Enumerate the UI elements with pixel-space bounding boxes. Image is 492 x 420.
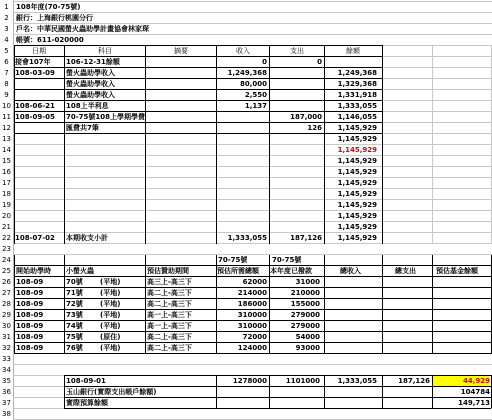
bank-name[interactable]: 銀行：上海銀行桃園分行 — [16, 14, 93, 22]
totals-row-line — [64, 397, 491, 398]
ledger-income[interactable]: 80,000 — [239, 80, 267, 88]
totals-col-line — [382, 375, 383, 408]
student-row-line — [14, 331, 491, 332]
student-duration[interactable]: 高二上-高三下 — [147, 289, 192, 297]
grid-row-line — [13, 144, 492, 145]
student-need[interactable]: 72000 — [242, 333, 267, 341]
row-number[interactable]: 26 — [2, 278, 11, 286]
row-number[interactable]: 6 — [4, 58, 9, 66]
student-header-expense[interactable]: 總支出 — [395, 267, 416, 275]
student-row-line — [14, 265, 491, 266]
ledger-expense[interactable]: 187,000 — [290, 113, 322, 121]
col-header-balance[interactable]: 餘額 — [346, 47, 360, 55]
grid-row-line — [13, 210, 492, 211]
student-disbursed[interactable]: 210000 — [290, 289, 320, 297]
row-number[interactable]: 21 — [2, 223, 11, 231]
grid-row-line — [13, 221, 492, 222]
student-no[interactable]: 76號 — [66, 344, 83, 352]
ledger-subject[interactable]: 螢火蟲助學收入 — [66, 91, 115, 99]
grid-row-line — [13, 177, 492, 178]
totals-col-line — [216, 375, 217, 408]
student-duration[interactable]: 高一上-高三下 — [147, 311, 192, 319]
student-name[interactable]: (平地) — [100, 322, 121, 330]
student-header-income[interactable]: 總收入 — [340, 267, 361, 275]
total-fund-balance[interactable]: 44,929 — [433, 376, 490, 387]
ledger-balance[interactable]: 1,145,929 — [337, 157, 377, 165]
row-number[interactable]: 24 — [2, 256, 11, 264]
ledger-col-line — [14, 45, 15, 244]
ledger-income[interactable]: 1,249,368 — [227, 69, 267, 77]
ledger-subject[interactable]: 螢火蟲助學收入 — [66, 69, 115, 77]
ledger-row-line — [14, 111, 382, 112]
ledger-date[interactable]: 108-06-21 — [15, 102, 55, 110]
ledger-date[interactable]: 108-09-05 — [15, 113, 55, 121]
ledger-balance[interactable]: 1,145,929 — [337, 124, 377, 132]
student-need[interactable]: 62000 — [242, 278, 267, 286]
student-name[interactable]: (平地) — [100, 344, 121, 352]
bank-balance-value[interactable]: 104784 — [460, 388, 490, 396]
ledger-balance[interactable]: 1,145,929 — [337, 135, 377, 143]
row-number[interactable]: 3 — [4, 25, 9, 33]
student-no[interactable]: 72號 — [66, 300, 83, 308]
ledger-income[interactable]: 1,137 — [244, 102, 267, 110]
student-row-line — [14, 287, 491, 288]
ledger-col-line — [145, 45, 146, 244]
ledger-row-line — [14, 56, 382, 57]
row-number[interactable]: 32 — [2, 344, 11, 352]
ledger-expense[interactable]: 126 — [307, 124, 322, 132]
student-header-fund-balance[interactable]: 預估基金餘額 — [436, 267, 478, 275]
ledger-subject[interactable]: 108上半利息 — [66, 102, 109, 110]
ledger-expense[interactable]: 0 — [317, 58, 322, 66]
total-income[interactable]: 1,333,055 — [337, 377, 377, 385]
col-header-summary[interactable]: 摘要 — [174, 47, 188, 55]
ledger-col-line — [216, 45, 217, 244]
student-duration[interactable]: 高一上-高三下 — [147, 322, 192, 330]
ledger-subject[interactable]: 70-75號108上學期學費 — [66, 113, 145, 121]
student-col-line — [432, 255, 433, 354]
student-disbursed[interactable]: 279000 — [290, 311, 320, 319]
grid-row-line — [13, 166, 492, 167]
row-number[interactable]: 38 — [2, 410, 11, 418]
col-header-income[interactable]: 收入 — [236, 47, 250, 55]
student-period[interactable]: 108-09 — [16, 289, 44, 297]
row-number[interactable]: 36 — [2, 388, 11, 396]
grid-row-line — [13, 34, 492, 35]
ledger-balance[interactable]: 1,145,929 — [337, 146, 377, 154]
row-number[interactable]: 25 — [2, 267, 11, 275]
ledger-col-line — [269, 45, 270, 244]
col-header-date[interactable]: 日期 — [32, 47, 46, 55]
ledger-balance[interactable]: 1,145,929 — [337, 168, 377, 176]
grid-row-line — [13, 243, 492, 244]
student-col-line — [216, 255, 217, 354]
row-number[interactable]: 23 — [2, 245, 11, 253]
row-number[interactable]: 8 — [4, 80, 9, 88]
col-header-expense[interactable]: 支出 — [290, 47, 304, 55]
ledger-col-line — [64, 45, 65, 244]
grid-row-line — [13, 254, 492, 255]
student-col-line — [269, 255, 270, 354]
total-disbursed[interactable]: 1101000 — [285, 377, 320, 385]
row-number[interactable]: 33 — [2, 355, 11, 363]
student-period[interactable]: 108-09 — [16, 322, 44, 330]
student-row-line — [14, 298, 491, 299]
student-disbursed[interactable]: 54000 — [295, 333, 320, 341]
student-period[interactable]: 108-09 — [16, 333, 44, 341]
ledger-col-line — [382, 45, 383, 244]
row-number[interactable]: 31 — [2, 333, 11, 341]
row-number[interactable]: 13 — [2, 135, 11, 143]
account-number[interactable]: 帳號：611-020000 — [16, 36, 84, 44]
grid-row-line — [13, 1, 492, 2]
row-number[interactable]: 4 — [4, 36, 9, 44]
ledger-subject[interactable]: 匯費共7筆 — [66, 124, 99, 132]
student-row-line — [14, 320, 491, 321]
student-row-line — [14, 309, 491, 310]
student-need[interactable]: 310000 — [237, 311, 267, 319]
student-period[interactable]: 108-09 — [16, 344, 44, 352]
student-need[interactable]: 124000 — [237, 344, 267, 352]
row-number[interactable]: 22 — [2, 234, 11, 242]
student-no[interactable]: 75號 — [66, 333, 83, 341]
student-disbursed[interactable]: 93000 — [295, 344, 320, 352]
row-number[interactable]: 14 — [2, 146, 11, 154]
student-name[interactable]: (平地) — [100, 289, 121, 297]
actual-budget-value[interactable]: 149,713 — [458, 399, 490, 407]
actual-budget-label[interactable]: 實際預算餘額 — [66, 399, 108, 407]
row-number[interactable]: 9 — [4, 91, 9, 99]
ledger-subject[interactable]: 螢火蟲助學收入 — [66, 80, 115, 88]
ledger-subject[interactable]: 本期收支小計 — [66, 234, 108, 242]
row-number[interactable]: 29 — [2, 311, 11, 319]
student-no[interactable]: 70號 — [66, 278, 83, 286]
grid-row-line — [13, 199, 492, 200]
col-header-subject[interactable]: 科目 — [98, 47, 112, 55]
row-number[interactable]: 12 — [2, 124, 11, 132]
ledger-row-line — [14, 45, 382, 46]
ledger-date[interactable]: 108-03-09 — [15, 69, 55, 77]
ledger-row-line — [14, 67, 382, 68]
student-row-line — [14, 342, 491, 343]
account-name[interactable]: 戶名：中華民國螢火蟲助學計畫協會林家琛 — [16, 25, 149, 33]
student-header-name[interactable]: 小螢火蟲 — [66, 267, 94, 275]
ledger-balance[interactable]: 1,145,929 — [337, 179, 377, 187]
ledger-balance[interactable]: 1,145,929 — [337, 190, 377, 198]
row-number[interactable]: 35 — [2, 377, 11, 385]
student-col-line — [324, 255, 325, 354]
totals-row-line — [64, 375, 491, 376]
student-no[interactable]: 71號 — [66, 289, 83, 297]
grid-row-line — [13, 188, 492, 189]
row-number[interactable]: 11 — [2, 113, 11, 121]
sheet-title[interactable]: 108年度(70-75號) — [16, 3, 81, 11]
student-disbursed[interactable]: 31000 — [295, 278, 320, 286]
grid-row-line — [13, 364, 492, 365]
row-number[interactable]: 37 — [2, 399, 11, 407]
ledger-row-line — [14, 100, 382, 101]
student-duration[interactable]: 高二上-高三下 — [147, 300, 192, 308]
student-period[interactable]: 108-09 — [16, 300, 44, 308]
student-row-line — [14, 276, 491, 277]
student-name[interactable]: (平地) — [100, 300, 121, 308]
ledger-date[interactable]: 接會107年 — [15, 58, 51, 66]
row-number[interactable]: 7 — [4, 69, 9, 77]
totals-col-line — [432, 375, 433, 408]
ledger-row-line — [14, 122, 382, 123]
row-number[interactable]: 27 — [2, 289, 11, 297]
row-number[interactable]: 15 — [2, 157, 11, 165]
student-row-line — [14, 353, 491, 354]
ledger-balance[interactable]: 1,249,368 — [337, 69, 377, 77]
ledger-income[interactable]: 0 — [262, 58, 267, 66]
ledger-row-line — [14, 133, 382, 134]
student-no[interactable]: 73號 — [66, 311, 83, 319]
totals-col-line — [324, 375, 325, 408]
student-need[interactable]: 214000 — [237, 289, 267, 297]
ledger-balance[interactable]: 1,331,918 — [337, 91, 377, 99]
row-number[interactable]: 1 — [4, 3, 9, 11]
totals-col-line — [269, 375, 270, 408]
student-name[interactable]: (平地) — [100, 278, 121, 286]
row-number[interactable]: 34 — [2, 366, 11, 374]
student-duration[interactable]: 高二上-高三下 — [147, 344, 192, 352]
row-number[interactable]: 30 — [2, 322, 11, 330]
ledger-date[interactable]: 108-07-02 — [15, 234, 55, 242]
ledger-balance[interactable]: 1,146,055 — [337, 113, 377, 121]
ledger-income[interactable]: 1,333,055 — [227, 234, 267, 242]
totals-row-line — [64, 408, 491, 409]
row-number[interactable]: 20 — [2, 212, 11, 220]
ledger-col-line — [324, 45, 325, 244]
student-duration[interactable]: 高二上-高三下 — [147, 333, 192, 341]
row-number[interactable]: 5 — [4, 47, 9, 55]
student-no[interactable]: 74號 — [66, 322, 83, 330]
total-expense[interactable]: 187,126 — [398, 377, 430, 385]
total-need[interactable]: 1278000 — [232, 377, 267, 385]
group-label-b[interactable]: 70-75號 — [272, 256, 302, 264]
total-date[interactable]: 108-09-01 — [66, 377, 106, 385]
group-label-a[interactable]: 70-75號 — [218, 256, 248, 264]
student-col-line — [14, 255, 15, 354]
student-need[interactable]: 186000 — [237, 300, 267, 308]
row-number[interactable]: 17 — [2, 179, 11, 187]
student-col-line — [382, 255, 383, 354]
ledger-income[interactable]: 2,550 — [244, 91, 267, 99]
student-duration[interactable]: 高三上-高三下 — [147, 278, 192, 286]
student-disbursed[interactable]: 279000 — [290, 322, 320, 330]
row-number[interactable]: 10 — [2, 102, 11, 110]
totals-col-line — [64, 375, 65, 408]
student-name[interactable]: (平地) — [100, 311, 121, 319]
ledger-row-line — [14, 78, 382, 79]
student-disbursed[interactable]: 155000 — [290, 300, 320, 308]
grid-row-line — [13, 232, 492, 233]
row-number[interactable]: 19 — [2, 201, 11, 209]
student-header-need[interactable]: 預估所需總額 — [217, 267, 259, 275]
bank-balance-label[interactable]: 玉山銀行(實際支出帳戶餘額) — [66, 388, 157, 396]
row-number[interactable]: 18 — [2, 190, 11, 198]
ledger-col-line — [432, 45, 433, 244]
student-header-duration[interactable]: 預估贊助期間 — [147, 267, 189, 275]
totals-row-line — [64, 386, 491, 387]
student-period[interactable]: 108-09 — [16, 311, 44, 319]
row-number[interactable]: 2 — [4, 14, 9, 22]
grid-row-line — [13, 155, 492, 156]
ledger-balance[interactable]: 1,145,929 — [337, 201, 377, 209]
student-header-disbursed[interactable]: 本年度已撥款 — [270, 267, 312, 275]
student-period[interactable]: 108-09 — [16, 278, 44, 286]
ledger-balance[interactable]: 1,145,929 — [337, 223, 377, 231]
student-col-line — [64, 255, 65, 354]
student-header-period[interactable]: 開始助學時 — [16, 267, 51, 275]
ledger-balance[interactable]: 1,145,929 — [337, 234, 377, 242]
student-col-line — [145, 255, 146, 354]
grid-row-line — [13, 12, 492, 13]
grid-row-line — [13, 23, 492, 24]
student-name[interactable]: (原住) — [100, 333, 121, 341]
row-number[interactable]: 16 — [2, 168, 11, 176]
ledger-balance[interactable]: 1,333,055 — [337, 102, 377, 110]
student-need[interactable]: 310000 — [237, 322, 267, 330]
ledger-expense[interactable]: 187,126 — [290, 234, 322, 242]
ledger-subject[interactable]: 106-12-31餘額 — [66, 58, 120, 66]
ledger-balance[interactable]: 1,329,368 — [337, 80, 377, 88]
ledger-balance[interactable]: 1,145,929 — [337, 212, 377, 220]
row-number[interactable]: 28 — [2, 300, 11, 308]
ledger-row-line — [14, 89, 382, 90]
